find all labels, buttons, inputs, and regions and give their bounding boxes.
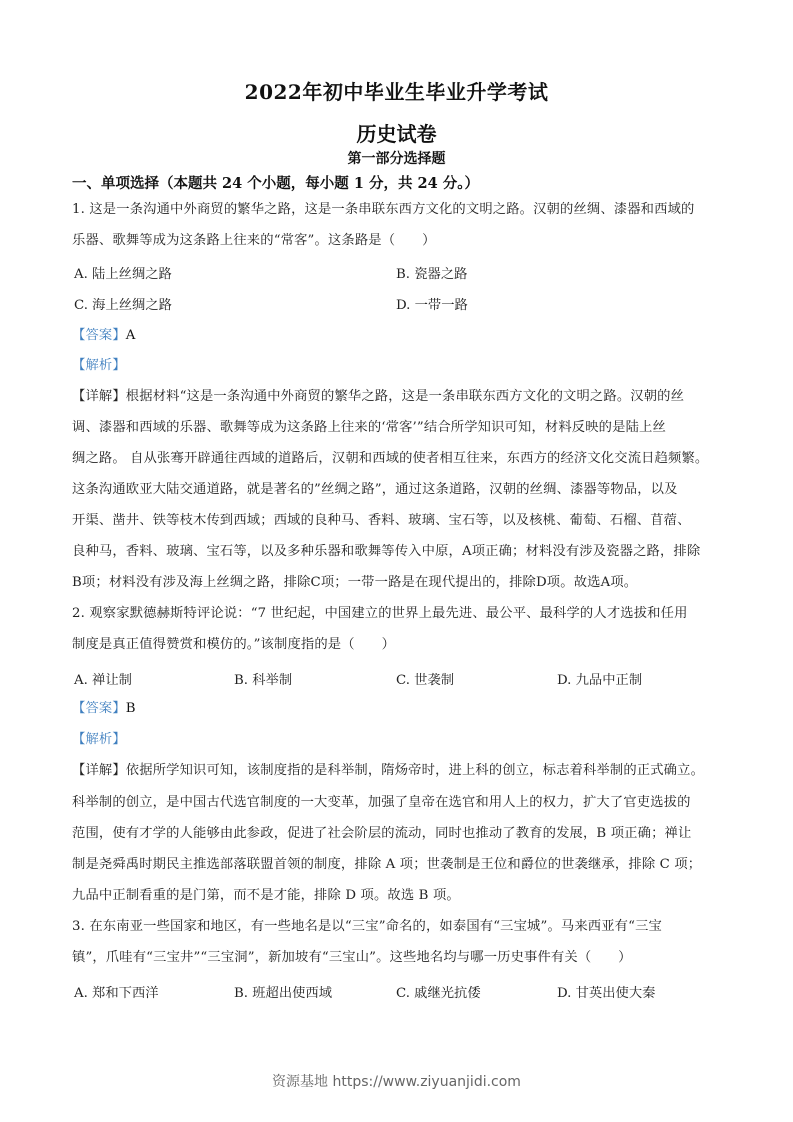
detail-line: B项；材料没有涉及海上丝绸之路，排除C项；一带一路是在现代提出的，排除D项。故选A项。 [72,575,638,590]
answer-row [72,327,732,345]
detail-line: 良种马，香料、玻璃、宝石等，以及多种乐器和歌舞等传入中原，A项正确；材料没有涉及瓷器之路，排除 [72,544,701,559]
option-b: B. 科举制 [234,673,293,688]
detail-line [72,762,732,780]
detail-line: 这条沟通欧亚大陆交通道路，就是著名的”丝绸之路”，通过这条道路，汉朝的丝绸、漆器等物品，以及 [72,482,678,497]
exam-title: 2022年初中毕业生毕业升学考试 [244,80,549,104]
option-c: C. 世袭制 [396,673,455,688]
answer-value: B [125,701,136,716]
option-c: C. 海上丝绸之路 [74,298,172,313]
option-d: D. 甘英出使大秦 [557,986,656,1001]
detail-line: 范围，使有才学的人能够由此参政，促进了社会阶层的流动，同时也推动了教育的发展，B 项正确；禅让 [72,826,692,841]
option-a: A. 禅让制 [74,673,132,688]
detail-line: 开渠、凿井、铁等枝木传到西域；西域的良种马、香料、玻璃、宝石等，以及核桃、葡萄、石榴、苜蓿、 [72,513,691,528]
detail-line: 科举制的创立，是中国古代选官制度的一大变革，加强了皇帝在选官和用人上的权力，扩大了官吏选拔的 [72,795,691,810]
part-heading: 第一部分选择题 [347,151,446,167]
option-b: B. 瓷器之路 [396,267,468,282]
detail-text: 根据材料“这是一条沟通中外商贸的繁华之路，这是一条串联东西方文化的文明之路。汉朝的丝 [125,389,685,404]
option-d: D. 九品中正制 [557,673,643,688]
detail-text: 依据所学知识可知，该制度指的是科举制，隋炀帝时，进上科的创立，标志着科举制的正式确立。 [125,763,705,778]
question-stem-line: 制度是真正值得赞赏和模仿的。”该制度指的是（ ） [72,637,396,652]
option-a: A. 陆上丝绸之路 [74,267,172,282]
question-stem-line: 镇”，爪哇有“三宝井”“三宝洞”，新加坡有“三宝山”。这些地名均与哪一历史事件有关（ ） [72,950,632,965]
detail-label: 【详解】 [72,763,126,778]
question-stem-line: 1. 这是一条沟通中外商贸的繁华之路，这是一条串联东西方文化的文明之路。汉朝的丝绸、漆器和西域的 [72,202,695,217]
detail-line [72,388,732,406]
question-stem-line: 2. 观察家默德赫斯特评论说：“7 世纪起，中国建立的世界上最先进、最公平、最科学的人才选拔和任用 [72,606,688,621]
question-stem-line: 乐器、歌舞等成为这条路上往来的“常客”。这条路是（ ） [72,233,436,248]
analysis-label: 【解析】 [72,358,126,373]
option-c: C. 戚继光抗倭 [396,986,481,1001]
answer-label: 【答案】 [72,701,126,716]
watermark-footer: 资源基地 https://www.ziyuanjidi.com [272,1074,521,1090]
answer-row [72,700,732,718]
detail-line: 九品中正制看重的是门第，而不是才能，排除 D 项。故选 B 项。 [72,888,460,903]
option-a: A. 郑和下西洋 [74,986,159,1001]
answer-value: A [125,328,136,343]
detail-line: 绸之路。 自从张骞开辟通往西域的道路后，汉朝和西域的使者相互往来，东西方的经济文化交流日趋频繁。 [72,451,709,466]
option-b: B. 班超出使西域 [234,986,333,1001]
detail-line: 调、漆器和西域的乐器、歌舞等成为这条路上往来的‘常客’”结合所学知识可知，材料反映的是陆上丝 [72,420,666,435]
analysis-label: 【解析】 [72,732,126,747]
option-d: D. 一带一路 [396,298,468,313]
question-stem-line: 3. 在东南亚一些国家和地区，有一些地名是以“三宝”命名的，如泰国有“三宝城”。马来西亚有“三宝 [72,919,662,934]
detail-label: 【详解】 [72,389,126,404]
section-heading: 一、单项选择（本题共 24 个小题，每小题 1 分，共 24 分。） [72,175,479,192]
exam-subtitle: 历史试卷 [356,122,437,146]
answer-label: 【答案】 [72,328,126,343]
detail-line: 制是尧舜禹时期民主推选部落联盟首领的制度，排除 A 项；世袭制是王位和爵位的世袭继承，排除 C 项； [72,857,702,872]
